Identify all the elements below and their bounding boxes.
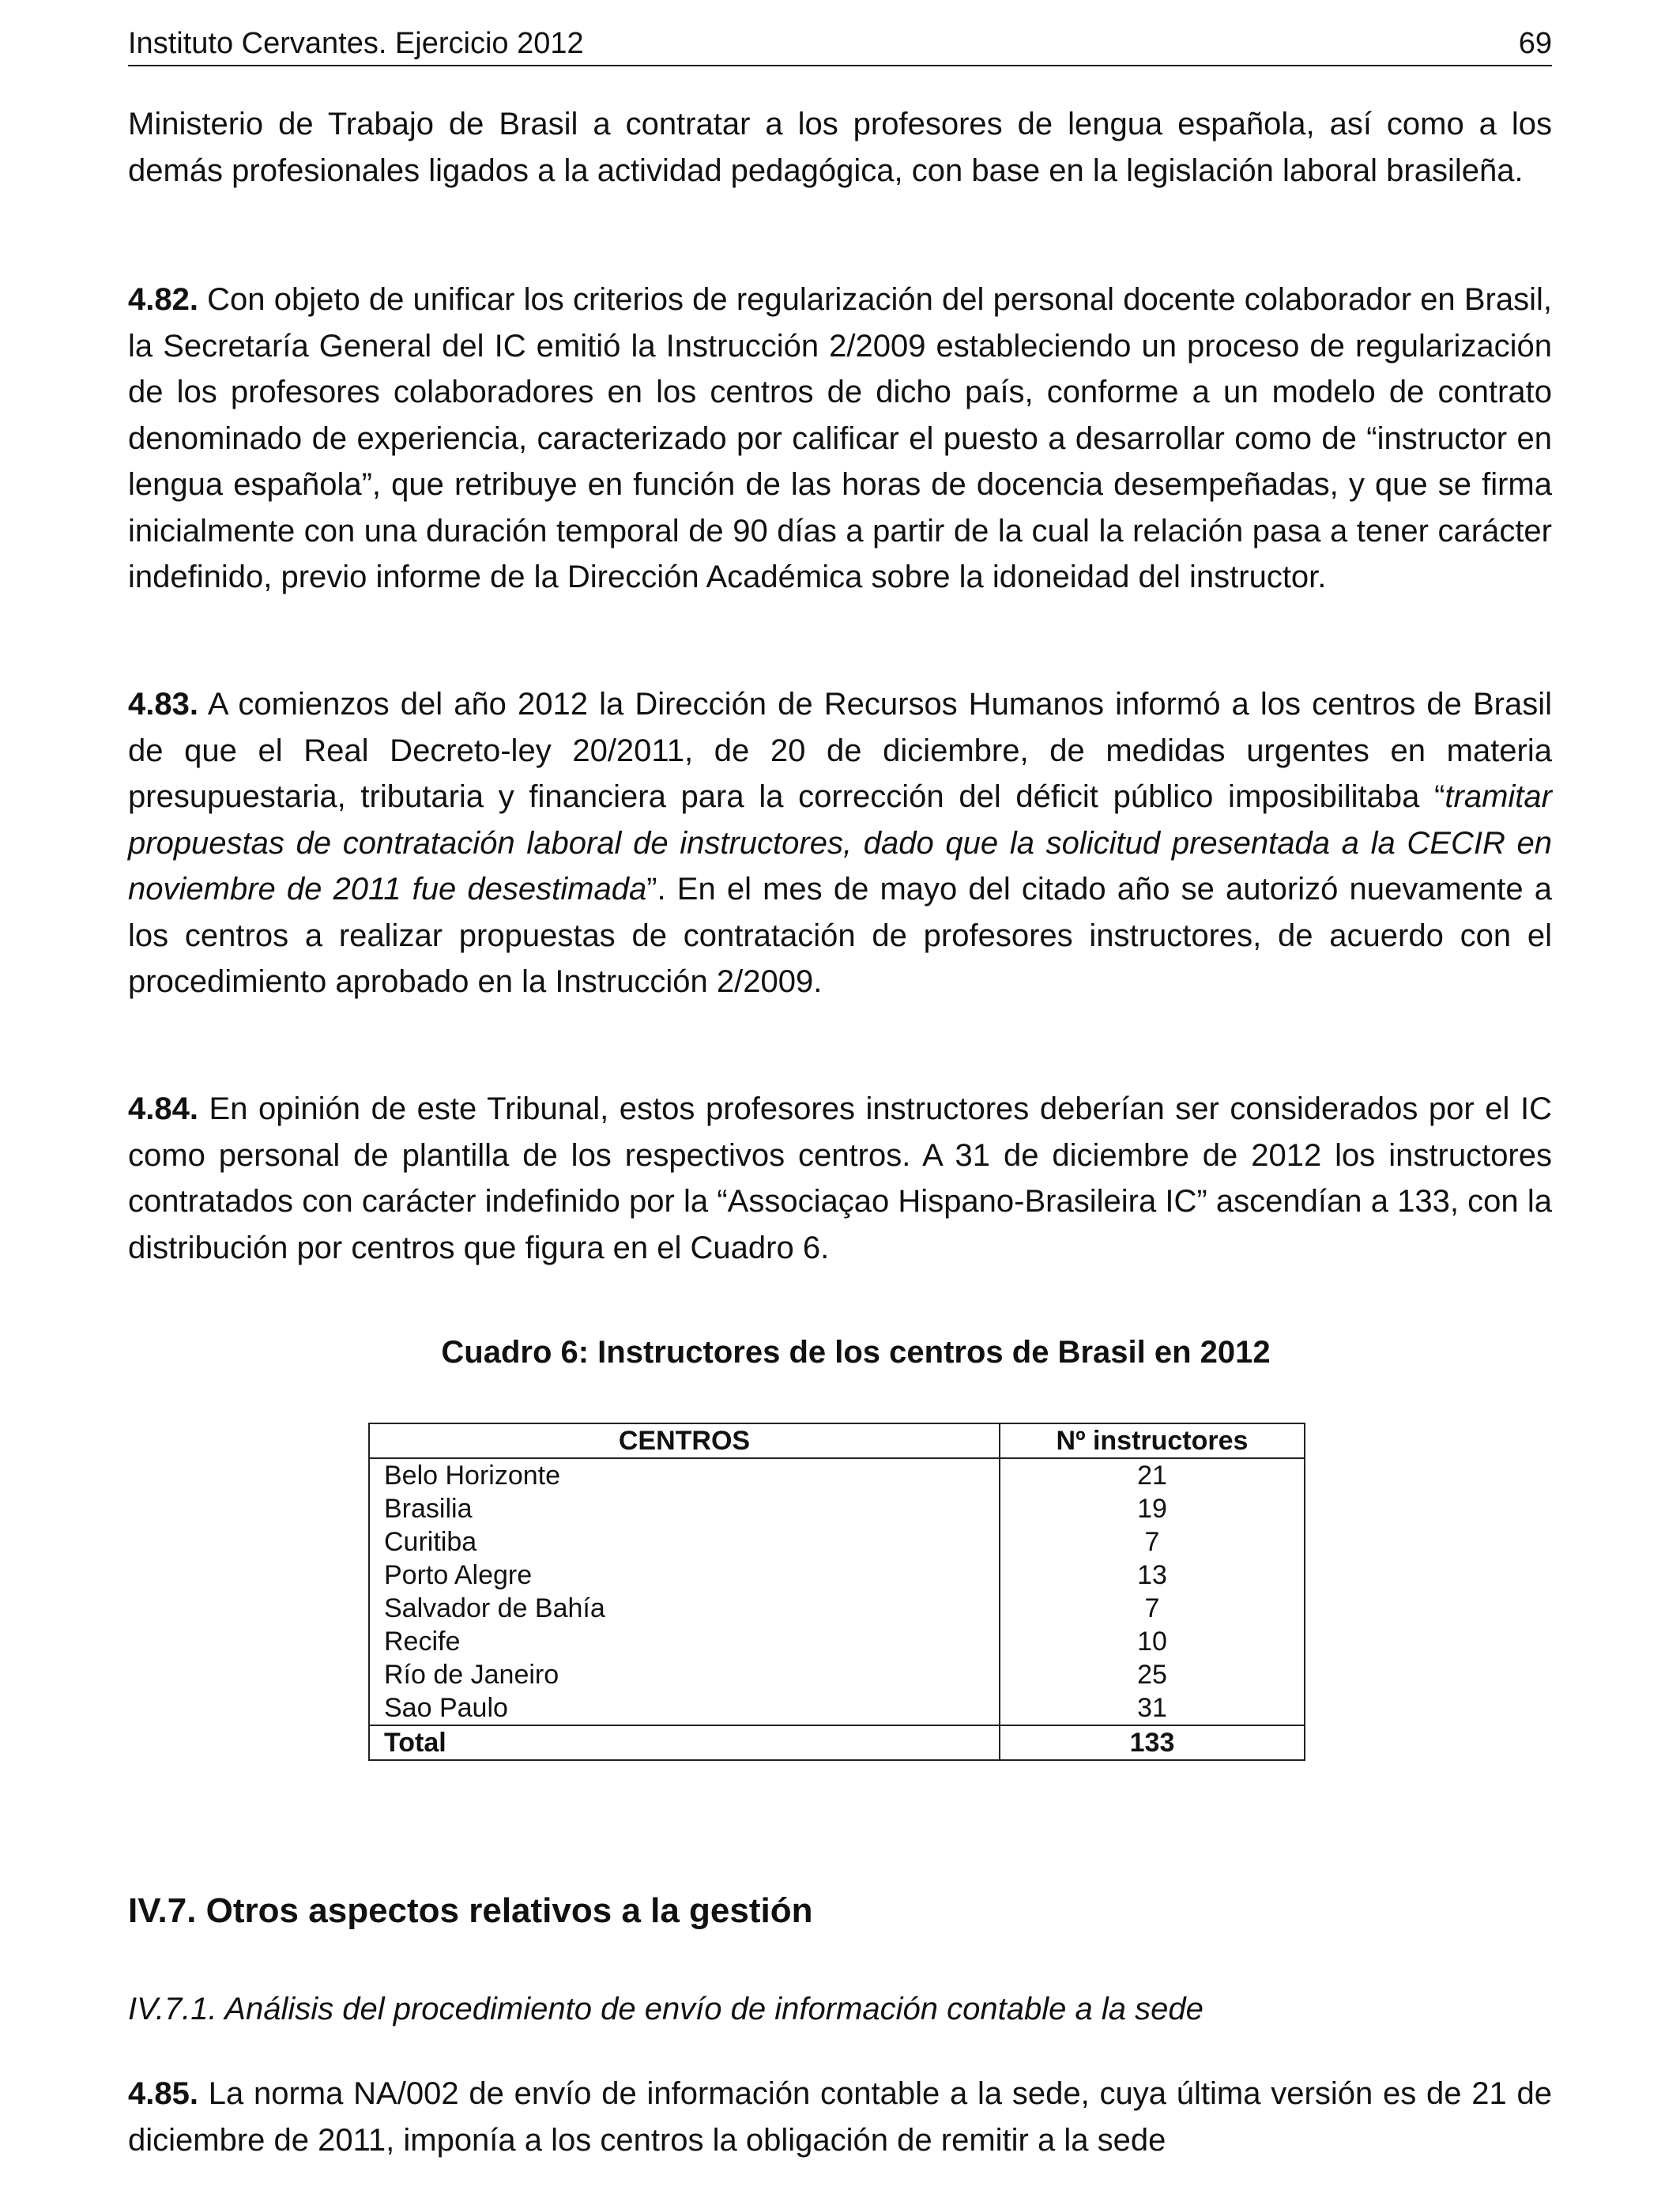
subsection-heading: IV.7.1. Análisis del procedimiento de envío de información contable a la sede bbox=[128, 1992, 1203, 2026]
table-caption: Cuadro 6: Instructores de los centros de Brasil en 2012 bbox=[441, 1335, 1271, 1370]
paragraph-4-84 bbox=[128, 1086, 1552, 1271]
cell-instructores: 7 bbox=[1000, 1592, 1305, 1625]
paragraph-4-82 bbox=[128, 277, 1552, 601]
table-row bbox=[369, 1559, 1305, 1592]
table-row bbox=[369, 1492, 1305, 1525]
cell-instructores: 31 bbox=[1000, 1691, 1305, 1725]
cell-instructores: 10 bbox=[1000, 1625, 1305, 1658]
cell-instructores: 19 bbox=[1000, 1492, 1305, 1525]
paragraph-quote: tramitar propuestas de contratación laboral de instructores, dado que la solicitud presentada a la CECIR en noviembre de 2011 fue desestimada bbox=[128, 779, 1552, 907]
table-header-row bbox=[369, 1423, 1305, 1458]
intro-paragraph bbox=[128, 101, 1552, 194]
cell-centro: Sao Paulo bbox=[369, 1691, 1000, 1725]
table-row bbox=[369, 1625, 1305, 1658]
header-title: Instituto Cervantes. Ejercicio 2012 bbox=[128, 27, 584, 60]
paragraph-text: La norma NA/002 de envío de información contable a la sede, cuya última versión es de 21 de diciembre de 2011, imponía a los centros la obligación de remitir a la sede bbox=[128, 2076, 1552, 2158]
cell-instructores: 25 bbox=[1000, 1658, 1305, 1691]
paragraph-text-after: ”. En el mes de mayo del citado año se autorizó nuevamente a los centros a realizar propuestas de contratación de profesores instructores, de acuerdo con el procedimiento aprobado en la Instrucción 2/2009. bbox=[128, 872, 1553, 999]
paragraph-number: 4.82. bbox=[128, 282, 198, 317]
page-header bbox=[128, 24, 1552, 66]
cell-total-value: 133 bbox=[1000, 1725, 1305, 1760]
table-row bbox=[369, 1458, 1305, 1492]
column-header-instructores: Nº instructores bbox=[1000, 1423, 1305, 1458]
table-row bbox=[369, 1592, 1305, 1625]
table-row bbox=[369, 1691, 1305, 1725]
cell-total-label: Total bbox=[369, 1725, 1000, 1760]
cell-centro: Salvador de Bahía bbox=[369, 1592, 1000, 1625]
column-header-centros: CENTROS bbox=[369, 1423, 1000, 1458]
paragraph-number: 4.84. bbox=[128, 1091, 198, 1126]
paragraph-number: 4.83. bbox=[128, 687, 198, 722]
cell-centro: Recife bbox=[369, 1625, 1000, 1658]
paragraph-4-85 bbox=[128, 2071, 1552, 2163]
paragraph-text: En opinión de este Tribunal, estos profesores instructores deberían ser considerados por el IC como personal de plantilla de los respectivos centros. A 31 de diciembre de 2012 los instructores contratados con carácter indefinido por la “Associaçao Hispano-Brasileira IC” ascendían a 133, con la distribución por centros que figura en el Cuadro 6. bbox=[128, 1091, 1552, 1265]
table-row bbox=[369, 1658, 1305, 1691]
cell-centro: Río de Janeiro bbox=[369, 1658, 1000, 1691]
intro-text: Ministerio de Trabajo de Brasil a contratar a los profesores de lengua española, así como a los demás profesionales ligados a la actividad pedagógica, con base en la legislación laboral brasileña. bbox=[128, 107, 1552, 188]
paragraph-text: A comienzos del año 2012 la Dirección de Recursos Humanos informó a los centros de Brasil de que el Real Decreto-ley 20/2011, de 20 de diciembre, de medidas urgentes en materia presupuestaria, tributaria y financiera para la corrección del déficit público imposibilitaba “ bbox=[128, 687, 1552, 814]
section-heading: IV.7. Otros aspectos relativos a la gestión bbox=[128, 1891, 813, 1930]
cell-instructores: 7 bbox=[1000, 1525, 1305, 1559]
paragraph-4-83 bbox=[128, 681, 1552, 1005]
cell-centro: Brasilia bbox=[369, 1492, 1000, 1525]
instructors-table bbox=[368, 1423, 1305, 1761]
cell-centro: Curitiba bbox=[369, 1525, 1000, 1559]
cell-centro: Belo Horizonte bbox=[369, 1458, 1000, 1492]
paragraph-text: Con objeto de unificar los criterios de regularización del personal docente colaborador en Brasil, la Secretaría General del IC emitió la Instrucción 2/2009 estableciendo un proceso de regularización de los profesores colaboradores en los centros de dicho país, conforme a un modelo de contrato denominado de experiencia, caracterizado por calificar el puesto a desarrollar como de “instructor en lengua española”, que retribuye en función de las horas de docencia desempeñadas, y que se firma inicialmente con una duración temporal de 90 días a partir de la cual la relación pasa a tener carácter indefinido, previo informe de la Dirección Académica sobre la idoneidad del instructor. bbox=[128, 282, 1552, 594]
table-total-row bbox=[369, 1725, 1305, 1760]
table-row bbox=[369, 1525, 1305, 1559]
cell-centro: Porto Alegre bbox=[369, 1559, 1000, 1592]
cell-instructores: 21 bbox=[1000, 1458, 1305, 1492]
page-number: 69 bbox=[1518, 27, 1552, 60]
paragraph-number: 4.85. bbox=[128, 2076, 198, 2111]
cell-instructores: 13 bbox=[1000, 1559, 1305, 1592]
